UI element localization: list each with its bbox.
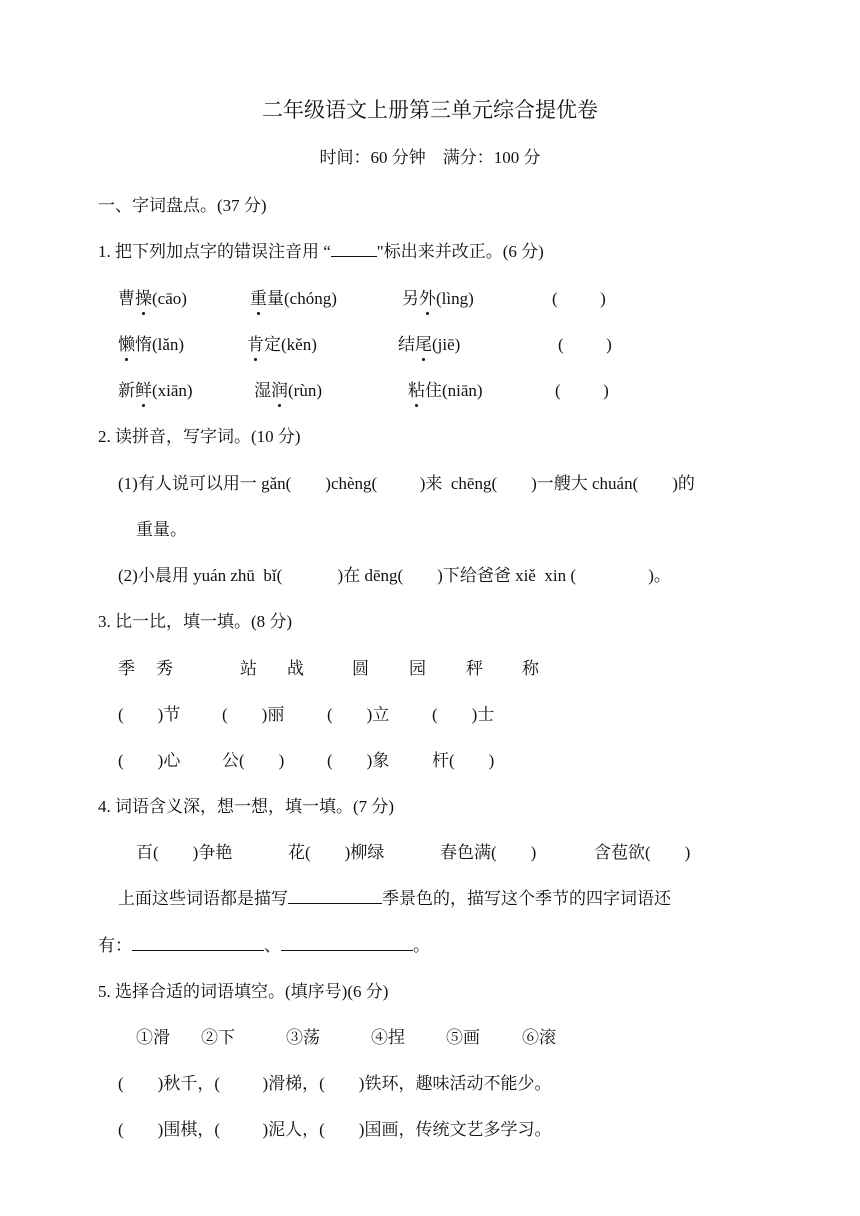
q3-blank[interactable]: 公( ) — [222, 751, 285, 770]
q1-item: 重量(chóng) — [250, 287, 337, 311]
q3-char: 季 — [118, 659, 135, 678]
q5-option: ④捏 — [371, 1028, 405, 1047]
q1-answer-blank[interactable]: ( ) — [558, 335, 612, 354]
q1-item: 湿润(rùn) — [254, 379, 322, 403]
q3-char: 园 — [409, 659, 426, 678]
q5-line2[interactable]: ( )围棋，( )泥人，( )国画，传统文艺多学习。 — [118, 1120, 552, 1139]
q4-line-a: 上面这些词语都是描写 季景色的，描写这个季节的四字词语还 — [118, 889, 671, 908]
q4-line-b: 有： 、 。 — [98, 936, 430, 955]
exam-meta: 时间：60 分钟 满分：100 分 — [319, 148, 541, 167]
q5-stem: 5. 选择合适的词语填空。(填序号)(6 分) — [98, 982, 389, 1001]
q1-blank-mark — [331, 240, 377, 257]
q1-stem-pre: 1. 把下列加点字的错误注音用 “ — [98, 242, 331, 261]
q3-char: 战 — [287, 659, 304, 678]
q2-stem: 2. 读拼音，写字词。(10 分) — [98, 427, 301, 446]
q5-option: ①滑 — [136, 1028, 170, 1047]
q5-option: ⑤画 — [446, 1028, 480, 1047]
q4-idiom-blank-2[interactable] — [281, 934, 413, 951]
q5-option: ②下 — [201, 1028, 235, 1047]
q3-char: 圆 — [352, 659, 369, 678]
q3-blank[interactable]: ( )心 — [118, 751, 181, 770]
section-heading: 一、字词盘点。(37 分) — [98, 196, 267, 215]
q1-stem-post: "标出来并改正。(6 分) — [376, 242, 544, 261]
q3-blank[interactable]: ( )象 — [327, 751, 390, 770]
q3-blank[interactable]: ( )立 — [327, 705, 390, 724]
q1-item: 懒惰(lǎn) — [118, 333, 184, 357]
exam-title: 二年级语文上册第三单元综合提优卷 — [262, 98, 598, 122]
q4-stem: 4. 词语含义深，想一想，填一填。(7 分) — [98, 797, 395, 816]
q1-item: 曹操(cāo) — [118, 287, 187, 311]
q1-answer-blank[interactable]: ( ) — [555, 381, 609, 400]
q1-item: 肯定(kěn) — [247, 333, 317, 357]
q1-item: 新鲜(xiān) — [118, 379, 193, 403]
q1-item: 结尾(jiē) — [398, 333, 460, 357]
q2-line1-cont: 重量。 — [136, 520, 187, 539]
q4-idiom-blank-1[interactable] — [132, 934, 264, 951]
q3-char: 秀 — [156, 659, 173, 678]
q3-blank[interactable]: ( )丽 — [222, 705, 285, 724]
q1-stem — [98, 240, 544, 264]
q3-char: 站 — [240, 659, 257, 678]
q2-line1[interactable]: (1)有人说可以用一 gǎn( )chèng( )来 chēng( )一艘大 chuán( )的 — [118, 474, 695, 493]
q3-char: 称 — [522, 659, 539, 678]
q4-word[interactable]: 春色满( ) — [440, 843, 537, 862]
q4-word[interactable]: 花( )柳绿 — [288, 843, 385, 862]
q5-option: ⑥滚 — [522, 1028, 556, 1047]
q3-blank[interactable]: ( )节 — [118, 705, 181, 724]
q3-blank[interactable]: ( )士 — [432, 705, 495, 724]
q5-option: ③荡 — [286, 1028, 320, 1047]
q3-char: 秤 — [466, 659, 483, 678]
q4-word[interactable]: 含苞欲( ) — [594, 843, 691, 862]
q3-blank[interactable]: 杆( ) — [432, 751, 495, 770]
q4-word[interactable]: 百( )争艳 — [136, 843, 233, 862]
q1-item: 另外(lìng) — [402, 287, 474, 311]
q1-answer-blank[interactable]: ( ) — [552, 289, 606, 308]
q4-season-blank[interactable] — [288, 887, 382, 904]
q1-item: 粘住(niān) — [408, 379, 483, 403]
q3-stem: 3. 比一比，填一填。(8 分) — [98, 612, 293, 631]
q2-line2[interactable]: (2)小晨用 yuán zhū bǐ( )在 dēng( )下给爸爸 xiě xin ( )。 — [118, 566, 671, 585]
q5-line1[interactable]: ( )秋千，( )滑梯，( )铁环，趣味活动不能少。 — [118, 1074, 552, 1093]
